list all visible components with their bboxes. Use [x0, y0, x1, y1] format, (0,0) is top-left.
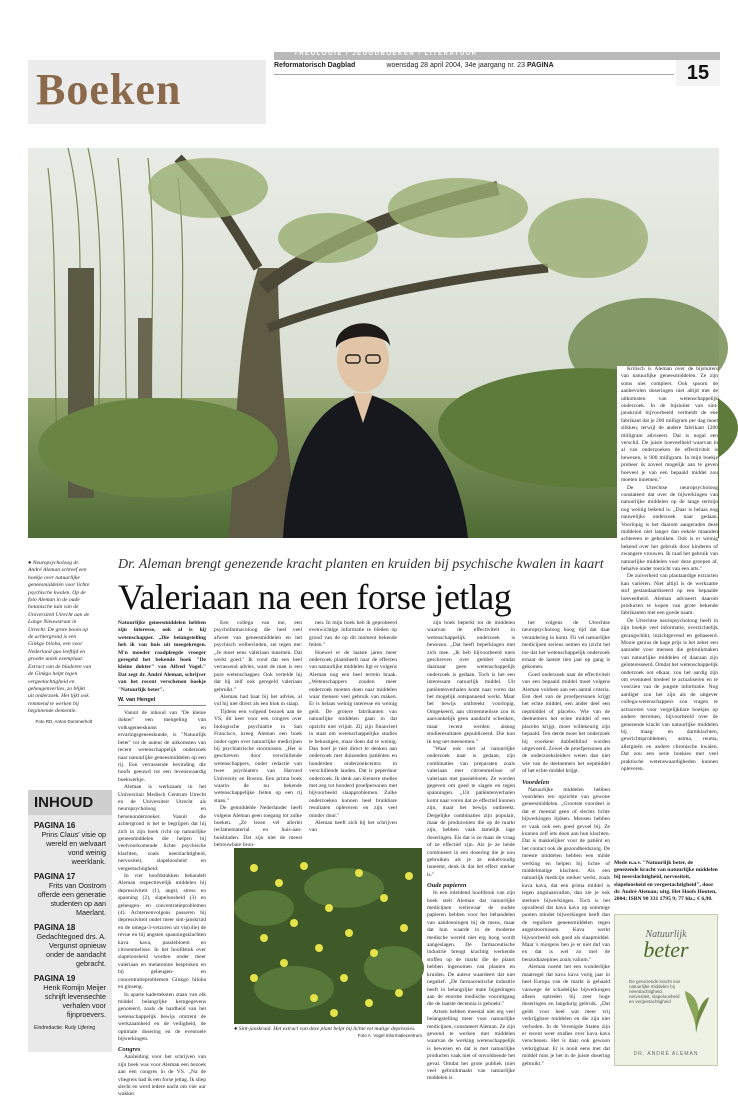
- paragraph: het volgens de Utrechtse neuropsycholoog hoog tijd dat daar verandering in komt. Fli vel natuurlijke medicijnen serieus nemen en (zicht het toe dat het wetenschappelijk onderzoek ernaar de laatste tien jaar op gang is gekomen.: [522, 620, 610, 671]
- paragraph: De Utrechtse neuropsycholoog constateert dat over de bijwerkingen van natuurlijke middelen op de lange termijn nog weinig bekend is. „Daar is helaas nog nauwelijks onderzoek naar gedaan. Voorlopig is het daarom aangeraden deze middelen niet langer dan enkele maanden achtereen te gebruiken. Ook is er weinig bekend over het gebruik door kinderen of zwangere vrouwen. Ik raad het gebruik van natuurlijke middelen voor deze groepen af, behalve onder toezicht van een arts.": [621, 484, 718, 572]
- section-title: Boeken: [36, 65, 182, 114]
- paragraph: In aparte kaderteksten staan van elk middel belangrijke kerngegevens genoteerd, zoals de hardheid van het wetenschappelijk bewijs omtrent de werkzaamheid en de veiligheid, de optimale dosering en de eventuele bijwerkingen.: [118, 991, 206, 1042]
- contents-item[interactable]: [28, 815, 112, 866]
- article-column-5: [522, 620, 610, 1067]
- page-label: PAGINA: [526, 62, 554, 69]
- paragraph: zijn boek beperkt tot de middelen waarvan de effectiviteit in wetenschappelijk onderzoek is bewezen. „Dat heeft beperkingen met zich mee. „Ik heb bijvoorbeeld niets geschreven over gember omdat daarnaar geen wetenschappelijk onderzoek is gedaan. Toch is het een interessant natuurlijk middel. Uit patiëntenverhalen komt naar voren dat het mogelijk ontspannend werkt. Maar het bewijs ontbreekt voorlopig. Omgekeerd, aan citroenmelisse zou ik aanvankelijk geen aandacht schenken, maar recent werden alsnog studieresultaten gepubliceerd. Die kon ik nog net meenemen.": [427, 620, 515, 745]
- date-text: woensdag 28 april 2004, 34e jaargang nr. 23: [386, 62, 525, 69]
- contents-text: Frits van Oostrom offerde een generatie studenten op aan Maerlant.: [37, 881, 106, 917]
- book-subtitle: De genezende kracht van natuurlijke middelen bij neerslachtigheid, nervositeit, slapeloosheid en vergeetachtigheid: [629, 979, 681, 1004]
- plant-caption: [234, 1026, 422, 1038]
- article-column-3: [309, 620, 397, 840]
- paragraph: Kritisch is Aleman over de bijsluiters van natuurlijke geneesmiddelen. Ze zijn soms niet compleet. Ook spoorn de aanbevolen doseringen niet altijd met de uitkomsten van wetenschappelijk onderzoek. In de bijsluiter van sint-janskruid bijvoorbeeld vermeldt de ene fabrikant dat je 200 milligram per dag moet slikken, terwijl de andere fabrikant 1200 milligram adviseert. Dat is nogal een verschil. De juiste hoeveelheid waarvan in al van onderzoeken de effectiviteit is bewezen, is 900 milligram. In mijn boekje probeer ik zoveel mogelijk aan te geven hoeveel je van een bepaald middel zou moeten innemen.": [621, 366, 718, 484]
- contents-item[interactable]: [28, 968, 112, 1019]
- st-johns-wort-illustration: [234, 848, 422, 1024]
- paragraph: Tijdens een volgend bezoek aan de VS, dit keer voor een congres over biologische psychiatrie in San Francisco, kreeg Aleman een boek onder ogen over natuurlijke medicijnen bij psychiatrische stoornissen. „Het is geschreven door verschillende wetenschappers, onder redactie van twee psychiaters van Harvard University en Boston. Een prima boek waarin de nu bekende wetenschappelijke feiten op een rij staan.": [214, 708, 302, 804]
- book-cover: [614, 914, 718, 1066]
- plant-caption-text: Sint-janskruid. Het extract van deze plant helpt bij lichte tot matige depressies.: [238, 1026, 416, 1032]
- page-number: 15: [676, 60, 720, 86]
- paragraph: De zuiverheid van plantaardige extracten kan variëren. Niet altijd is de werkzame stof gestandaardiseerd op een bepaalde hoeveelheid. Aleman adviseert daarom producten te kopen van grote bekende fabrikanten met een goede naam.: [621, 573, 718, 617]
- paragraph: In vier hoofdstukken behandelt Aleman respectievelijk middelen bij depressiviteit (1), angst, stress en spanning (2), slapeloosheid (3) en geheugen- en concentratieproblemen (4). Achtereenvolgens passeren bij depressiviteit onder meer sint-janskruid en de omega-3-vetzuren uit vis(olie) de revue en bij angsten spanningsklachten kava kava, passiebloem en citroenmelisse. In het hoofdstuk over slapeloosheid worden onder meer valeriaan en melatonine besproken en bij geheugen- en concentratieproblemen Ginkgo biloba en ginseng.: [118, 873, 206, 991]
- main-photo: [28, 148, 719, 538]
- subheading-voordelen: Voordelen: [522, 778, 550, 786]
- leaf-icon: [681, 985, 711, 1035]
- contents-title: INHOUD: [28, 790, 112, 815]
- contents-text: Henk Romijn Meijer schrijft levensechte verhalen voor fijnproevers.: [43, 983, 106, 1019]
- paragraph: Vanuit de inhoud van "De kleine dokter" een mengeling van volksgeneeskunst en ervaringsgeneeskunde, is "Natuurlijk beter" tot de auteur de uitkomsten van recent wetenschappelijk onderzoek naar natuurlijke geneesmiddelen op een rij. Een verrassende bevinding die hoofs geeuwd tot een levenswaardig boekwerkje.: [118, 710, 206, 783]
- subheading-oude-papieren: Oude papieren: [427, 882, 467, 890]
- contents-box: [28, 790, 112, 1052]
- paragraph: Artsen hebben meestal niet erg veel belangstelling meer voor natuurlijke medicijnen, constateert Aleman. Ze zijn gewend te werken met middelen waarvan de werking wetenschappelijk is bewezen en dat is met natuurlijke producten vaak niet of onvoldoende het geval. Omdat het grote publiek (niet veel gebruikmaakt van natuurlijke middelen is: [427, 1008, 515, 1082]
- paragraph: nen. In mijn boek heb ik geprobeerd evenwichtige informatie te bieden op grond van de op dit moment bekende feiten.": [309, 620, 397, 649]
- paragraph: Aleman is werkzaam in het Universitair Medisch Centrum Utrecht en de Universiteit Utrecht als neuropsycholoog en hersenonderzoeker. Vanuit die achtergrond is het te begrijpen dat hij zich in zijn boek richt op natuurlijke geneesmiddelen die helpen bij veelvoorkomende lichte psychische klachten, zoals neerslachtigheid, nervositeit, slapeloosheid en vergeetachtigheid.: [118, 784, 206, 872]
- plant-photo: [234, 848, 422, 1024]
- contents-page: PAGINA 18: [34, 923, 76, 932]
- paragraph: Aleman had baat bij het advies, al vul hij niet direct als een blok in slaap.: [214, 694, 302, 708]
- article-column-1: [118, 620, 206, 1098]
- section-logo: [28, 60, 270, 124]
- paragraph: Aleman heeft zich bij het schrijven van: [309, 819, 397, 834]
- publication-name: Reformatorisch Dagblad: [274, 62, 356, 69]
- paragraph: Hoewel er de laatste jaren meer onderzoek plaatsheeft naar de effecten van natuurlijke middelen ligt er volgens Aleman nog een heel terrein braak. „Wetenschappers zouden meer onderzoek moeten doen naar middelen waar mensen veel gebruik van maken. Er is helaas weinig interesse en weinig geld. De grotere fabrikanten van natuurlijke middelen gaan in dat opzicht niet vrijuit. Zij zijn financieel in staat om wetenschappelijke studies te bekostigen, maar doen dat te weinig. Dan hoef je niet direct te denken aan onderzoek met duizenden patiënten en honderden onderzoekcentra in verschillende landen. Dat is peperduur onderzoek. Ik denk aan kleinere studies met zeg tot honderd proefpersonen met bijvoorbeeld slaapproblemen. Zulke onderzoeken kunnen heel bruikbare resultaten opleveren en zijn veel minder duur.": [309, 649, 397, 819]
- paragraph: "Waar ook niet al natuurlijke onderzoek naar is gedaan, zijn combinaties van preparaten zoals valeriaan met citroenmelisse of valeriaan met passiebloem. Ze worden gegeven om goed te slagen en tegen spanningen. „Uit patiëntenverhalen komt naar voren dat ze effectief kunnen zijn, maar het bewijs ontbreekt. Dergelijke combinaties zijn populair, maar de producenten die op de markt zijn, hebben vaak tamelijk lage doseringen. Eis dat is ze maar de vraag of ze effectief zijn. Als je ze beide combineert in een dosering die je nou gebruiken als je ze enkelvoudig inneemt, denk ik dat het effect sterker is.": [427, 745, 515, 878]
- book-info: Mede n.a.v. "Natuurlijk beter, de genezende kracht van natuurlijke middelen bij neerslachtigheid, nervositeit, slapeloosheid en vergeetachtigheid", door dr. André Aleman; uitg. Het Hoofs Houten, 2004; ISBN 90 331 1795 9; 77 blz.; € 6,90.: [614, 860, 718, 903]
- article-column-2: [214, 620, 302, 849]
- photo-credit: Foto RD, Anton Dommerholt: [35, 718, 92, 724]
- paragraph: De Utrechtse neuropsycholoog heeft in zijn boekje veel informatie, overzichtelijk gerangschikt, inzichtgevend en gebaseerd. Mooie genius de hage prijs is het zeker een aanrader voor mensen die gebruikmaken van natuurlijke middelen of daaraan zijn geïnteresseerd. Omdat het wetenschappelijk onderzoek oot elkaar, zou het aardig zijn om eventueel bredeel te actualiseren en te voorzien van de jongste informatie. Nog aardiger zou het zijn als de uitgever collega-wetenschappers zou vragen te actraceren voor vergelijkbare boekjes op andere terreinen, bijvoorbeeld over de genezende kracht van natuurlijke middelen bij maag- en darmklachten, gewrichtsproblemen, astma, reuma, allergieën en andere chronische kwalen. Dat zou een serie boekies met veel praktische wetenswaardigheden kunnen opleveren.: [621, 617, 718, 772]
- article-lead: Natuurlijke geneesmiddelen hebben zijn interesse, ook al is hij wetenschapper. „Die belangstelling heb ik van huis uit meegekregen. M'n moeder raadpleegde vroeger geregeld het bekende boek "De kleine dokter" van Alfred Vogel." Dat zegt dr. André Aleman, schrijver van het recent verschenen boekje "Natuurlijk beter".: [118, 620, 206, 693]
- contents-text: Prins Claus' visie op wereld en welvaart vond weinig weerklank.: [41, 830, 106, 866]
- contents-page: PAGINA 19: [34, 974, 76, 983]
- bullet-icon: ●: [234, 1026, 239, 1032]
- section-band-text: THEOLOGIE / JEUGDBOEKEN / LITERATUUR: [294, 51, 478, 57]
- editor-credit: Eindredactie: Rudy Lijfering: [34, 1025, 96, 1031]
- header-rule: [274, 74, 674, 75]
- paragraph: Een collega van me, een psychofarmacoloog die heel veel afweet van geneesmiddelen en het psychisch welbevinden, zei tegen me: „Je moet eens valeriaan innemen. Dat werkt goed." Ik vond dat een heel verrassend advies, want de man is een pure wetenschapper. Ook vertelde hij dat hij zelf ook geregeld valeriaan gebruikt.": [214, 620, 302, 693]
- paragraph: De gemiddelde Nederlander heeft volgens Aleman geen toegang tot zulke boeken. „Ze lezen vel allerlei reclamematerial en huis-aan-huisbladen. Dat zijn niet de meest betrouwbare bron-: [214, 805, 302, 849]
- article-column-4: [427, 620, 515, 1082]
- book-title-main: beter: [643, 937, 689, 962]
- section-band: [274, 52, 720, 60]
- headline: Valeriaan na een forse jetlag: [118, 577, 512, 617]
- contents-item[interactable]: [28, 917, 112, 968]
- contents-page: PAGINA 17: [34, 872, 76, 881]
- paragraph: Aanleiding voor het schrijven van zijn boek was voor Aleman een bezoek aan een congres in de VS. „Na de vliegreis had ik een forse jetlag. Ik sliep slecht en werd iedere nacht om vier uur wakker.: [118, 1054, 206, 1098]
- byline: W. van Hengel: [118, 697, 206, 706]
- paragraph: Natuurlijke middelen hebben voordelen ten opzichte van gewone geneesmiddelen. „Grootste voordeel is dat er meestal geen of slechts lichte bijwerkingen lijdsen. Mensen hebben er vaak ook een goed gevoel bij. Ze kunnen zelf iets doen aan hun klachten. Dat is makkelijker voor de patiënt en het contact ook de gezondheidszorg. De meeste middelen hebben een milde werking en helpen bij lichte of middelmatige klachten. Als een natuurlijk medicijn sterker werkt, zoals kava kava, dat een prima middel is tegen angstaanvallen, dan zie je ook sterkere bijwerkingen. Toch is het opvallend dat kava kava op sommige punten minder bijwerkingen heeft dan de reguliere geneesmiddelen tegen angststoornissen. Kava werkt bijvoorbeeld ook goed als slaapmiddel. Maar 's morgens ben je er niet duf van en dat is wel zo met de benzodiazepines zoals valium.": [522, 786, 610, 963]
- bullet-icon: ●: [28, 560, 33, 566]
- book-title-top: Natuurlijk: [645, 929, 687, 940]
- paragraph: Aleman noemt het een wonderlijke maatregel dat kava kava vorig jaar in heel Europa van de markt is gehaald vanwege de schadelijke bijwerkingen alleen optreden bij zeer hoge doseringen en langdurig gebruik. „Dat geldt voor heel wat meer vrij verkrijgbare middelen en die zijn niet verboden. In de Verenigde Staten zijn er recent weer studies over kava kava verschenen. Het is daar ook gewoon verkrijgbaar. Er is nooit eens met dat middel mits je het in de juiste dosering gebruikt.": [522, 964, 610, 1067]
- paragraph: Goed onderzoek naar de effectiviteit van een bepaald middel moet volgens Aleman voldoen aan een aantal criteria. Een deel van de proefpersonen krijgt het echte middel, een ander deel een nepmiddel of placebo. Wie van de deelnemers het echte middel of een placebo krijgt, moet willekeurig zijn bepaald. Ten derde moet het onderzoek bij voorkeur dubbelblind worden uitgevoerd. Zowel de proefpersonen als de onderzoeksleiders weten dan niet wie van de deelnemers het nepmiddel of het echte middel krijgt.: [522, 671, 610, 775]
- dateline: [274, 62, 654, 69]
- photo-caption: [28, 560, 92, 724]
- garden-photo-illustration: [28, 148, 719, 538]
- contents-text: Gedachtegoed drs. A. Vergunst opnieuw onder de aandacht gebracht.: [36, 932, 106, 968]
- book-author: DR. ANDRÉ ALEMAN: [633, 1051, 699, 1057]
- kicker: Dr. Aleman brengt genezende kracht planten en kruiden bij psychische kwalen in kaart: [118, 557, 604, 572]
- contents-item[interactable]: [28, 866, 112, 917]
- contents-page: PAGINA 16: [34, 821, 76, 830]
- paragraph: In een inleidend hoofdstuk van zijn boek stelt Aleman dat natuurlijke medicijnen weliswaar de oudste papieren hebben voor het behandelen van aandoeningen bij de mens, maar dat hun waarde in de moderne medische wereld niet erg hoog wordt aangeslagen. De farmaceutische industrie brengt krachtig werkende stoffen op de markt die de plants hebben ingenomen van planten en kruiden. De auteur waardeert dat niet negatief. „De farmaceutische industrie heeft in belangrijke mate bijgedragen aan de enorme medische vooruitgang die de laatste decennia is geboekt.": [427, 890, 515, 1008]
- article-column-6: [617, 366, 718, 854]
- plant-credit: Foto A. Vogel Informatiecentrum: [357, 1033, 422, 1038]
- photo-caption-text: Neuropsycholoog dr. André Aleman schreef een boekje over natuurlijke geneesmiddelen voor lichte psychische kwalen. Op de foto Aleman in de oude botanische tuin van de Universiteit Utrecht aan de Lange Nieuwstraat in Utrecht. De grote boom op de achtergrond is een Ginkgo biloba, een voor Nederland quo leeftijd en grootte uniek exemplaar. Extract van de bladeren van de Ginkgo helpt tegen vergeetachtigheid en geheugenverlies, zo blijkt uit onderzoek. Het lijkt ook remmend te werken bij beginnende dementie.: [28, 560, 92, 715]
- subheading-congres: Congres: [118, 1046, 141, 1054]
